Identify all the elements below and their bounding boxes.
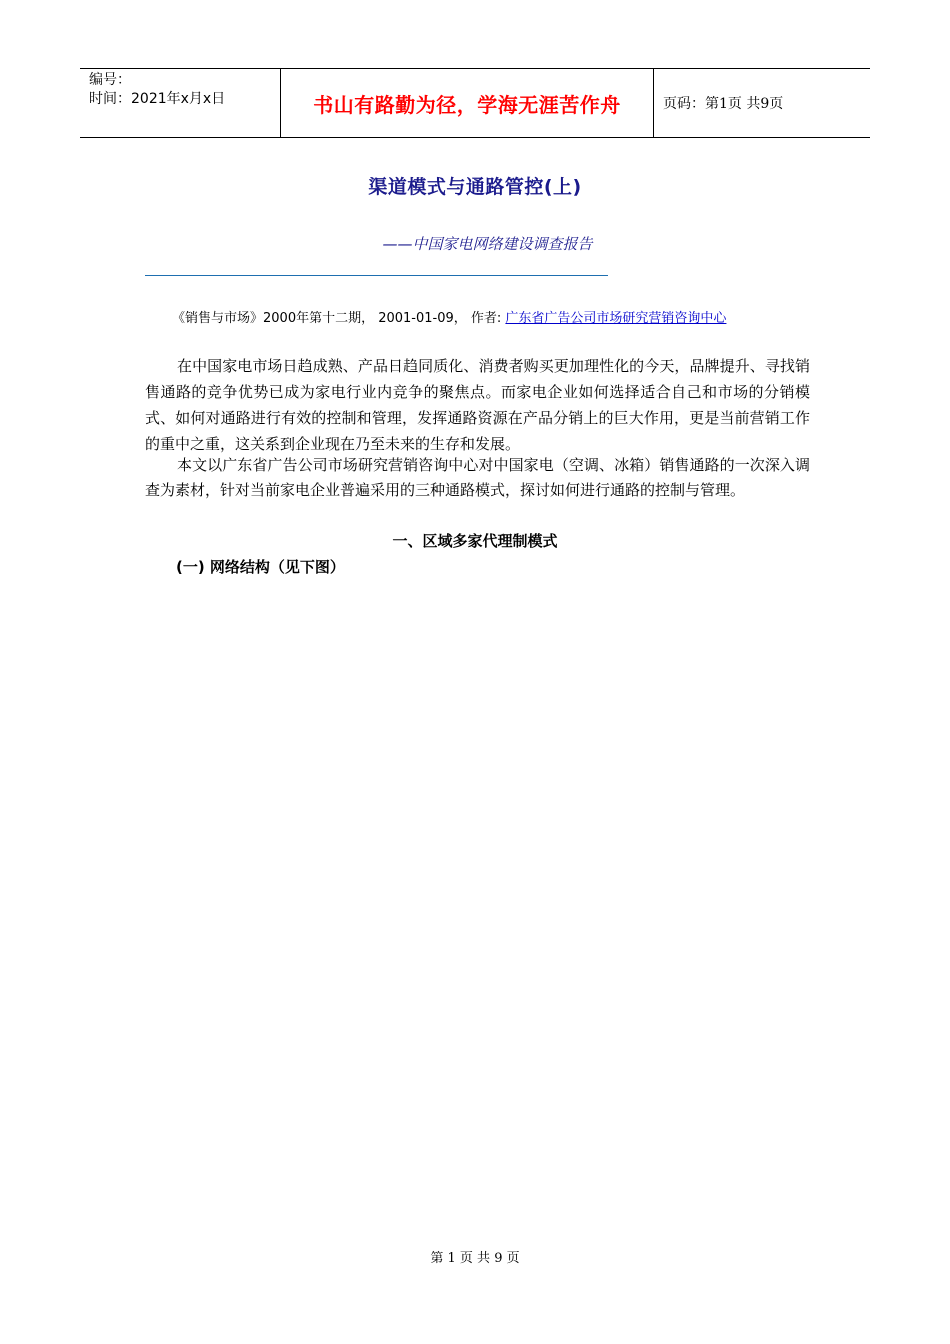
number-label: 编号：: [89, 72, 131, 88]
title-divider: [145, 275, 608, 276]
document-title: 渠道模式与通路管控(上): [368, 176, 582, 198]
subsection-heading: (一) 网络结构（见下图）: [176, 558, 345, 576]
document-header: [80, 68, 870, 138]
header-page-label: 页码：第1页 共9页: [663, 96, 784, 112]
paragraph-intro: 在中国家电市场日趋成熟、产品日趋同质化、消费者购买更加理性化的今天，品牌提升、寻找销售通路的竞争优势已成为家电行业内竞争的聚焦点。而家电企业如何选择适合自己和市场的分销模式、如何对通路进行有效的控制和管理，发挥通路资源在产品分销上的巨大作用，更是当前营销工作的重中之重，这关系到企业现在乃至未来的生存和发展。: [145, 357, 810, 453]
source-line: [172, 307, 726, 326]
paragraph-scope: 本文以广东省广告公司市场研究营销咨询中心对中国家电（空调、冰箱）销售通路的一次深入调查为素材，针对当前家电企业普遍采用的三种通路模式，探讨如何进行通路的控制与管理。: [145, 456, 810, 499]
page-footer: 第 1 页 共 9 页: [430, 1251, 520, 1266]
document-subtitle: ——中国家电网络建设调查报告: [382, 235, 593, 253]
header-meta-cell: [80, 69, 281, 137]
author-link[interactable]: 广东省广告公司市场研究营销咨询中心: [505, 311, 727, 326]
time-label: 时间：2021年x月x日: [89, 91, 226, 107]
source-prefix: 《销售与市场》2000年第十二期， 2001-01-09， 作者:: [172, 311, 506, 326]
section-heading: 一、区域多家代理制模式: [392, 532, 558, 550]
header-motto: 书山有路勤为径，学海无涯苦作舟: [281, 69, 654, 137]
